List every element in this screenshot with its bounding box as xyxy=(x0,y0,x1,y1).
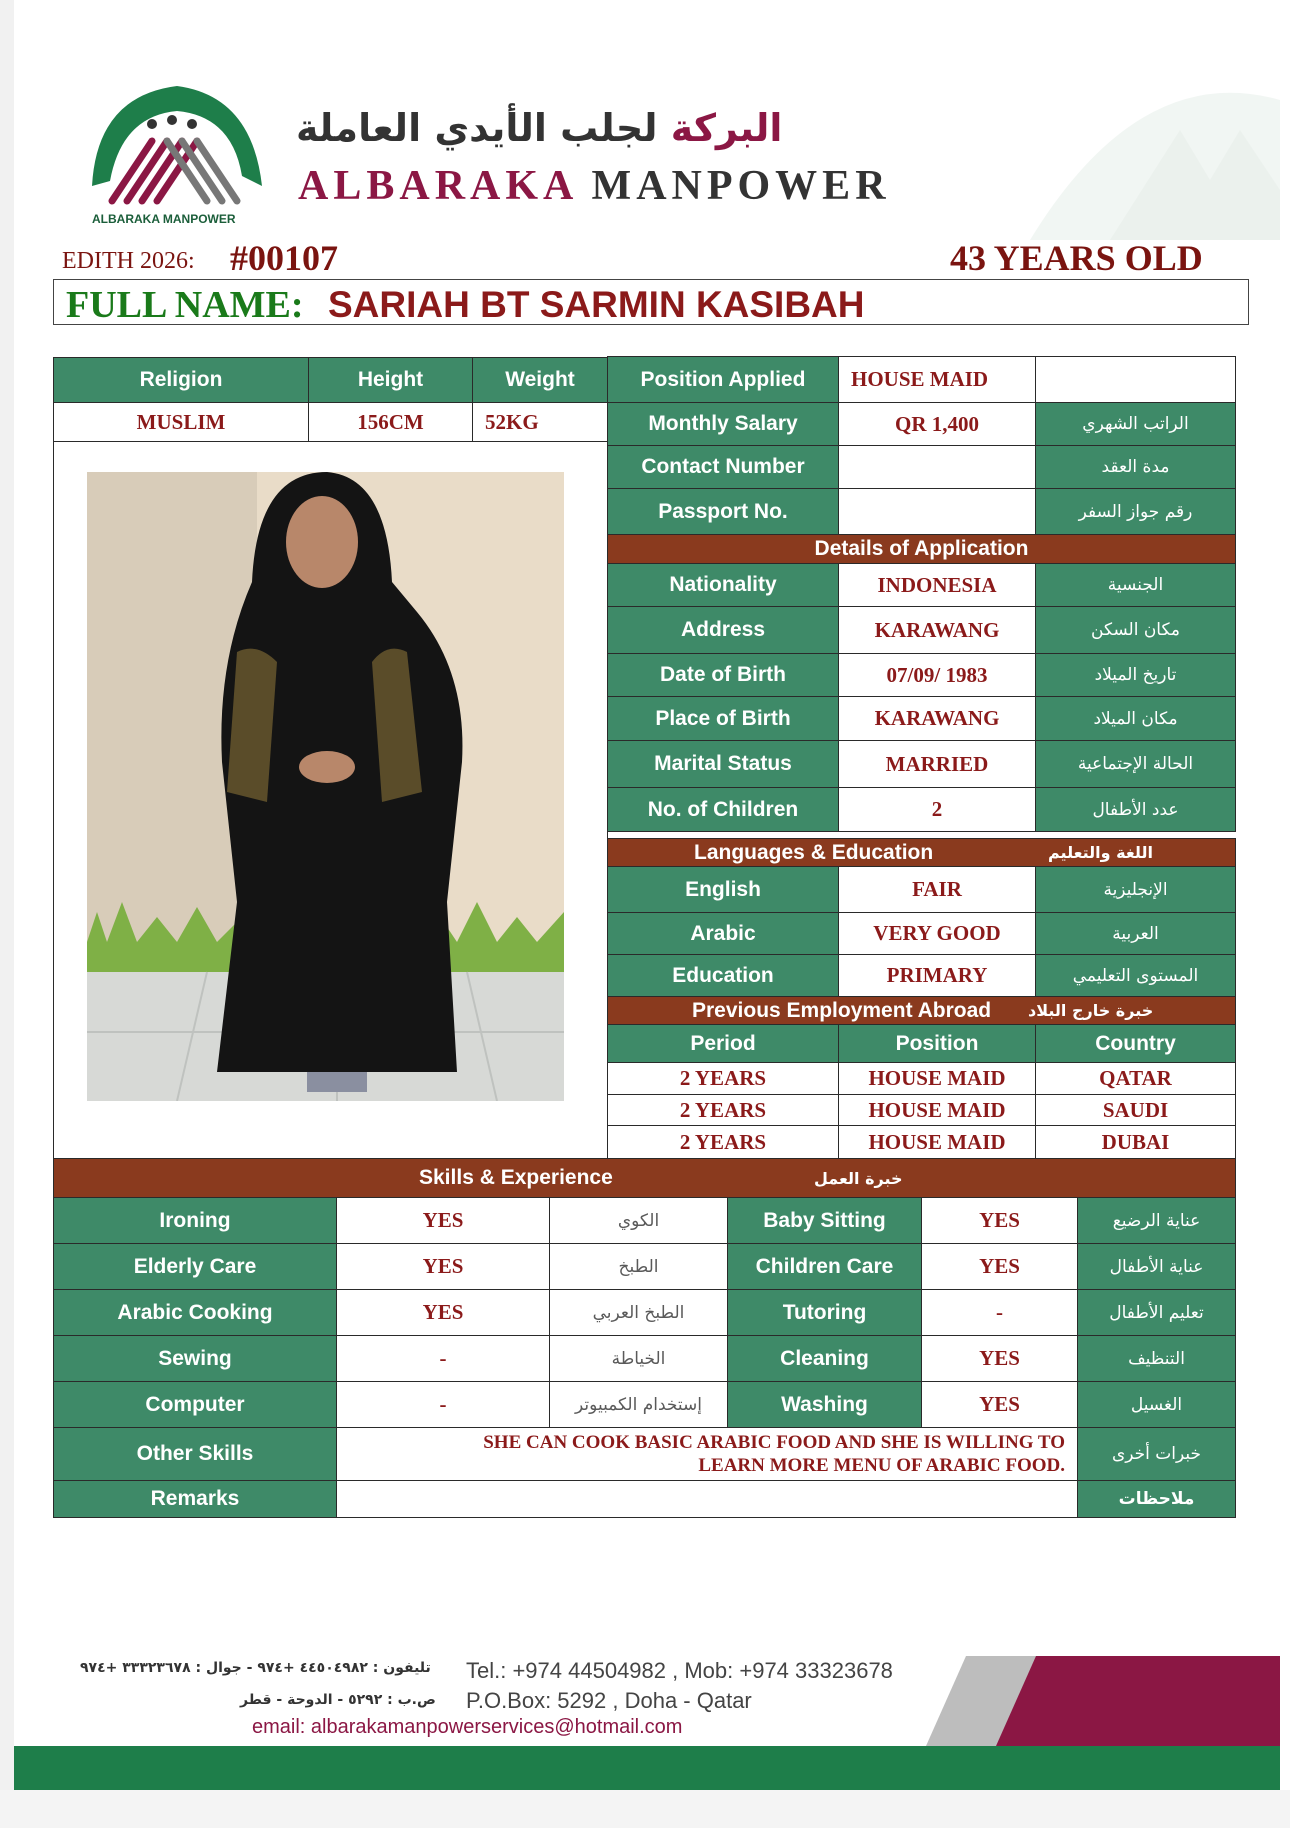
employment-period: 2 YEARS xyxy=(607,1125,839,1159)
reference-number: #00107 xyxy=(230,238,338,278)
employment-band: Previous Employment Abroad خبرة خارج البلاد xyxy=(607,996,1236,1025)
employment-position: HOUSE MAID xyxy=(838,1062,1036,1095)
language-arabic: المستوى التعليمي xyxy=(1035,954,1236,997)
employment-country: SAUDI xyxy=(1035,1094,1236,1126)
skill-arabic: الخياطة xyxy=(549,1335,728,1382)
skill-label: Cleaning xyxy=(727,1335,922,1382)
other-skills-arabic: خبرات أخرى xyxy=(1077,1427,1236,1481)
language-value: VERY GOOD xyxy=(838,912,1036,955)
detail-label: Place of Birth xyxy=(607,696,839,741)
detail-arabic: مكان الميلاد xyxy=(1035,696,1236,741)
position-applied-label: Position Applied xyxy=(607,356,839,403)
footer-arabic-phone: تليفون : ٤٤٥٠٤٩٨٢ +٩٧٤ - جوال : ٣٣٣٢٣٦٧٨ +٩٧٤ xyxy=(80,1660,431,1676)
details-band: Details of Application xyxy=(607,534,1236,564)
footer-band xyxy=(14,1746,1280,1790)
skill-arabic: إستخدام الكمبيوتر xyxy=(549,1381,728,1428)
monthly-salary-value: QR 1,400 xyxy=(838,402,1036,446)
contact-number-arabic: مدة العقد xyxy=(1035,445,1236,489)
religion-value: MUSLIM xyxy=(53,402,309,442)
skill-value: YES xyxy=(336,1243,550,1290)
detail-label: No. of Children xyxy=(607,787,839,832)
skill-value: YES xyxy=(921,1243,1078,1290)
detail-label: Marital Status xyxy=(607,740,839,788)
footer-po-box: P.O.Box: 5292 , Doha - Qatar xyxy=(466,1688,752,1713)
full-name-box xyxy=(53,279,1249,325)
skill-arabic: الطبخ العربي xyxy=(549,1289,728,1336)
footer-phone: Tel.: +974 44504982 , Mob: +974 33323678 xyxy=(466,1658,893,1683)
detail-label: Address xyxy=(607,606,839,654)
employment-period: 2 YEARS xyxy=(607,1094,839,1126)
employment-position: HOUSE MAID xyxy=(838,1125,1036,1159)
skill-value: - xyxy=(921,1289,1078,1336)
contact-number-value xyxy=(838,445,1036,489)
skill-label: Tutoring xyxy=(727,1289,922,1336)
skill-label: Sewing xyxy=(53,1335,337,1382)
skill-value: YES xyxy=(336,1289,550,1336)
height-value: 156CM xyxy=(308,402,473,442)
employment-country: DUBAI xyxy=(1035,1125,1236,1159)
remarks-arabic: ملاحظات xyxy=(1077,1480,1236,1518)
full-name-label: FULL NAME: xyxy=(66,284,304,326)
edition-label: EDITH 2026: xyxy=(62,248,195,274)
company-name-arabic: البركة لجلب الأيدي العاملة xyxy=(296,106,783,150)
skill-arabic: الطبخ xyxy=(549,1243,728,1290)
employment-header-position: Position xyxy=(838,1024,1036,1063)
detail-arabic: عدد الأطفال xyxy=(1035,787,1236,832)
skill-label: Elderly Care xyxy=(53,1243,337,1290)
contact-number-label: Contact Number xyxy=(607,445,839,489)
language-arabic: الإنجليزية xyxy=(1035,866,1236,913)
language-label: Arabic xyxy=(607,912,839,955)
employment-country: QATAR xyxy=(1035,1062,1236,1095)
skill-label: Computer xyxy=(53,1381,337,1428)
passport-arabic: رقم جواز السفر xyxy=(1035,488,1236,535)
detail-arabic: الحالة الإجتماعية xyxy=(1035,740,1236,788)
skill-label: Arabic Cooking xyxy=(53,1289,337,1336)
age-value: 43 YEARS OLD xyxy=(950,238,1203,278)
language-label: English xyxy=(607,866,839,913)
language-label: Education xyxy=(607,954,839,997)
decorative-pattern-icon xyxy=(990,40,1280,240)
other-skills-label: Other Skills xyxy=(53,1427,337,1481)
language-value: PRIMARY xyxy=(838,954,1036,997)
weight-value: 52KG xyxy=(472,402,608,442)
skill-value: - xyxy=(336,1335,550,1382)
religion-label: Religion xyxy=(53,357,309,403)
skills-band: Skills & Experience خبرة العمل xyxy=(53,1158,1236,1198)
detail-arabic: مكان السكن xyxy=(1035,606,1236,654)
logo-caption: ALBARAKA MANPOWER xyxy=(92,212,236,226)
skill-value: YES xyxy=(336,1197,550,1244)
skill-arabic: الغسيل xyxy=(1077,1381,1236,1428)
other-skills-value: SHE CAN COOK BASIC ARABIC FOOD AND SHE IS WILLING TO LEARN MORE MENU OF ARABIC FOOD. xyxy=(336,1427,1078,1481)
detail-value: MARRIED xyxy=(838,740,1036,788)
skill-label: Baby Sitting xyxy=(727,1197,922,1244)
employment-period: 2 YEARS xyxy=(607,1062,839,1095)
skill-label: Children Care xyxy=(727,1243,922,1290)
monthly-salary-arabic: الراتب الشهري xyxy=(1035,402,1236,446)
detail-value: INDONESIA xyxy=(838,563,1036,607)
passport-value xyxy=(838,488,1036,535)
albaraka-logo-icon xyxy=(82,76,272,226)
footer-ribbon-icon xyxy=(926,1656,1280,1746)
employment-header-period: Period xyxy=(607,1024,839,1063)
position-applied-value: HOUSE MAID xyxy=(838,356,1036,403)
detail-arabic: تاريخ الميلاد xyxy=(1035,653,1236,697)
skill-value: - xyxy=(336,1381,550,1428)
language-arabic: العربية xyxy=(1035,912,1236,955)
skill-label: Washing xyxy=(727,1381,922,1428)
detail-value: 2 xyxy=(838,787,1036,832)
detail-value: KARAWANG xyxy=(838,606,1036,654)
company-name: ALBARAKA MANPOWER xyxy=(298,163,891,209)
detail-arabic: الجنسية xyxy=(1035,563,1236,607)
height-label: Height xyxy=(308,357,473,403)
detail-value: KARAWANG xyxy=(838,696,1036,741)
footer-email[interactable]: email: albarakamanpowerservices@hotmail.com xyxy=(252,1716,683,1738)
candidate-photo xyxy=(87,472,564,1101)
skill-arabic: التنظيف xyxy=(1077,1335,1236,1382)
detail-label: Nationality xyxy=(607,563,839,607)
remarks-label: Remarks xyxy=(53,1480,337,1518)
skill-arabic: عناية الأطفال xyxy=(1077,1243,1236,1290)
skill-value: YES xyxy=(921,1381,1078,1428)
full-name-value: SARIAH BT SARMIN KASIBAH xyxy=(328,284,865,325)
passport-label: Passport No. xyxy=(607,488,839,535)
detail-value: 07/09/ 1983 xyxy=(838,653,1036,697)
employment-position: HOUSE MAID xyxy=(838,1094,1036,1126)
languages-band: Languages & Education اللغة والتعليم xyxy=(607,838,1236,867)
detail-label: Date of Birth xyxy=(607,653,839,697)
footer-arabic-address: ص.ب : ٥٢٩٢ - الدوحة - قطر xyxy=(240,1692,436,1708)
skill-value: YES xyxy=(921,1335,1078,1382)
skill-arabic: تعليم الأطفال xyxy=(1077,1289,1236,1336)
monthly-salary-label: Monthly Salary xyxy=(607,402,839,446)
skill-arabic: عناية الرضيع xyxy=(1077,1197,1236,1244)
position-applied-blank xyxy=(1035,356,1236,403)
skill-value: YES xyxy=(921,1197,1078,1244)
skill-arabic: الكوي xyxy=(549,1197,728,1244)
employment-header-country: Country xyxy=(1035,1024,1236,1063)
weight-label: Weight xyxy=(472,357,608,403)
skill-label: Ironing xyxy=(53,1197,337,1244)
language-value: FAIR xyxy=(838,866,1036,913)
remarks-value xyxy=(336,1480,1078,1518)
